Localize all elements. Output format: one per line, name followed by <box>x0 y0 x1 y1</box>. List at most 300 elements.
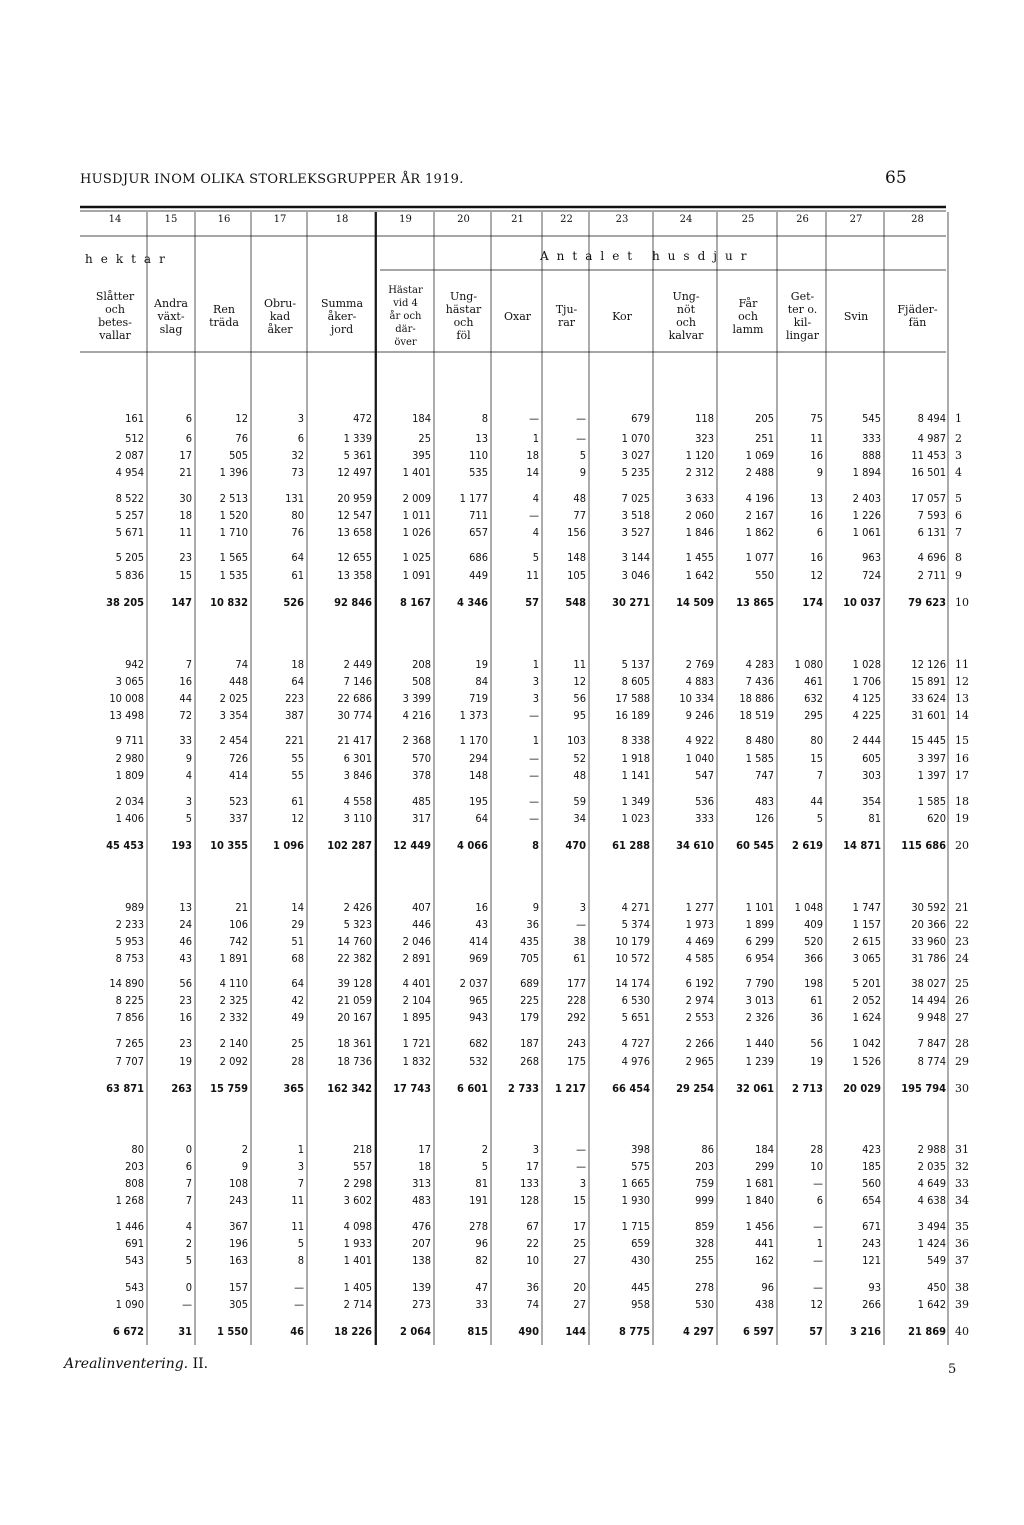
table-cell: 19 <box>810 1055 823 1068</box>
table-cell: 20 959 <box>337 492 372 505</box>
column-header-line: Summa <box>320 296 364 310</box>
table-row <box>0 899 1024 916</box>
table-cell: 523 <box>229 795 248 808</box>
table-cell: 7 790 <box>745 977 774 990</box>
table-cell: — <box>576 918 586 931</box>
table-cell: 1 642 <box>917 1298 946 1311</box>
table-cell: 103 <box>567 734 586 747</box>
table-cell: 1 101 <box>745 901 774 914</box>
table-cell: 6 601 <box>457 1082 488 1095</box>
table-cell: 575 <box>631 1160 650 1173</box>
table-cell: 20 <box>573 1281 586 1294</box>
table-cell: 1 090 <box>115 1298 144 1311</box>
column-header-line: fän <box>908 316 927 329</box>
table-row <box>0 464 1024 481</box>
table-cell: 742 <box>229 935 248 948</box>
table-cell: 6 954 <box>745 952 774 965</box>
table-cell: 4 216 <box>402 709 431 722</box>
table-cell: 16 <box>179 675 192 688</box>
table-cell: 508 <box>412 675 431 688</box>
table-cell: 1 061 <box>852 526 881 539</box>
table-cell: 4 098 <box>343 1220 372 1233</box>
table-cell: 3 <box>532 675 539 688</box>
table-cell: 536 <box>695 795 714 808</box>
table-cell: 191 <box>469 1194 488 1207</box>
table-cell: 36 <box>526 918 539 931</box>
table-cell: 1 023 <box>621 812 650 825</box>
table-cell: 3 397 <box>917 752 946 765</box>
table-cell: 1 025 <box>402 551 431 564</box>
table-cell: 438 <box>755 1298 774 1311</box>
table-cell: 659 <box>631 1237 650 1250</box>
table-cell: 73 <box>291 466 304 479</box>
table-cell: 66 454 <box>612 1082 650 1095</box>
table-cell: 273 <box>412 1298 431 1311</box>
table-cell: 108 <box>229 1177 248 1190</box>
table-cell: 42 <box>291 994 304 1007</box>
table-cell: 106 <box>229 918 248 931</box>
table-cell: 2 619 <box>792 839 823 852</box>
table-cell: 943 <box>469 1011 488 1024</box>
column-header-line: där- <box>395 323 416 335</box>
table-row <box>0 732 1024 749</box>
table-cell: 1 396 <box>219 466 248 479</box>
table-cell: 2 035 <box>917 1160 946 1173</box>
table-cell: 1 624 <box>852 1011 881 1024</box>
table-cell: 243 <box>229 1194 248 1207</box>
table-cell: — <box>529 795 539 808</box>
column-header-line: rar <box>557 316 576 329</box>
table-cell: 221 <box>285 734 304 747</box>
table-cell: 15 <box>573 1194 586 1207</box>
table-cell: 1 446 <box>115 1220 144 1233</box>
table-cell: — <box>813 1177 823 1190</box>
table-cell: 942 <box>125 658 144 671</box>
table-row <box>0 549 1024 566</box>
table-cell: 28 <box>291 1055 304 1068</box>
table-cell: 126 <box>755 812 774 825</box>
table-cell: 9 <box>816 466 823 479</box>
footer-title: Arealinventering. <box>64 1356 189 1372</box>
table-cell: 445 <box>631 1281 650 1294</box>
table-cell: 162 <box>755 1254 774 1267</box>
row-number: 17 <box>955 769 969 782</box>
table-cell: 12 126 <box>911 658 946 671</box>
table-row <box>0 1192 1024 1209</box>
table-cell: 1 846 <box>685 526 714 539</box>
table-cell: 1 585 <box>745 752 774 765</box>
table-cell: 1 715 <box>621 1220 650 1233</box>
table-cell: 5 323 <box>343 918 372 931</box>
table-cell: 815 <box>467 1325 488 1338</box>
column-header-line: lingar <box>786 329 819 342</box>
table-cell: 430 <box>631 1254 650 1267</box>
column-number: 20 <box>457 214 470 225</box>
table-cell: 1 <box>532 658 539 671</box>
table-cell: 6 192 <box>685 977 714 990</box>
row-number: 3 <box>955 449 962 462</box>
table-cell: 203 <box>125 1160 144 1173</box>
table-cell: 1 681 <box>745 1177 774 1190</box>
table-cell: 22 686 <box>337 692 372 705</box>
table-cell: 423 <box>862 1143 881 1156</box>
table-cell: 12 <box>291 812 304 825</box>
table-cell: 5 <box>297 1237 304 1250</box>
table-cell: 11 <box>179 526 192 539</box>
table-cell: 3 <box>579 1177 586 1190</box>
table-cell: 14 760 <box>337 935 372 948</box>
table-cell: 5 137 <box>621 658 650 671</box>
table-cell: 22 <box>526 1237 539 1250</box>
table-cell: 365 <box>283 1082 304 1095</box>
table-cell: 449 <box>469 569 488 582</box>
table-cell: 23 <box>179 551 192 564</box>
table-cell: 14 509 <box>676 596 714 609</box>
table-cell: 378 <box>412 769 431 782</box>
table-cell: 93 <box>868 1281 881 1294</box>
table-cell: 15 <box>810 752 823 765</box>
table-row <box>0 567 1024 584</box>
table-cell: 3 <box>297 412 304 425</box>
table-row <box>0 916 1024 933</box>
table-cell: 8 775 <box>619 1325 650 1338</box>
table-cell: 1 070 <box>621 432 650 445</box>
column-header-line: Tju- <box>555 303 578 316</box>
table-cell: 18 <box>418 1160 431 1173</box>
table-cell: 548 <box>565 596 586 609</box>
table-cell: 10 355 <box>210 839 248 852</box>
table-cell: 366 <box>804 952 823 965</box>
table-cell: 68 <box>291 952 304 965</box>
table-cell: 76 <box>235 432 248 445</box>
table-cell: 2 312 <box>685 466 714 479</box>
column-header <box>780 290 825 342</box>
table-cell: 3 518 <box>621 509 650 522</box>
table-cell: 55 <box>291 752 304 765</box>
table-cell: 605 <box>862 752 881 765</box>
table-cell: — <box>576 432 586 445</box>
table-cell: 1 706 <box>852 675 881 688</box>
table-cell: 6 597 <box>743 1325 774 1338</box>
table-cell: 530 <box>695 1298 714 1311</box>
column-number: 28 <box>911 214 924 225</box>
row-number: 19 <box>955 812 969 825</box>
table-cell: 23 <box>179 994 192 1007</box>
table-cell: 44 <box>810 795 823 808</box>
table-cell: 5 257 <box>115 509 144 522</box>
table-row <box>0 1296 1024 1313</box>
column-number: 27 <box>849 214 863 225</box>
table-cell: — <box>576 1143 586 1156</box>
table-cell: — <box>529 412 539 425</box>
table-cell: 3 046 <box>621 569 650 582</box>
table-cell: 9 711 <box>115 734 144 747</box>
table-cell: 3 065 <box>852 952 881 965</box>
table-cell: 5 <box>532 551 539 564</box>
column-number: 18 <box>335 214 349 225</box>
table-cell: 3 110 <box>343 812 372 825</box>
table-cell: 82 <box>475 1254 488 1267</box>
table-row <box>0 594 1024 611</box>
row-number: 11 <box>955 658 969 671</box>
table-row <box>0 507 1024 524</box>
table-cell: 2 092 <box>219 1055 248 1068</box>
table-cell: 545 <box>862 412 881 425</box>
table-cell: 1 550 <box>217 1325 248 1338</box>
table-cell: 1 565 <box>219 551 248 564</box>
table-cell: 10 832 <box>210 596 248 609</box>
table-cell: 2 233 <box>115 918 144 931</box>
table-cell: 16 <box>179 1011 192 1024</box>
table-cell: 86 <box>701 1143 714 1156</box>
table-cell: 6 301 <box>343 752 372 765</box>
table-cell: 4 346 <box>457 596 488 609</box>
table-cell: 278 <box>695 1281 714 1294</box>
table-cell: 999 <box>695 1194 714 1207</box>
column-header-line: åker- <box>327 309 357 323</box>
table-cell: 4 987 <box>917 432 946 445</box>
column-number: 17 <box>273 214 287 225</box>
table-cell: 4 066 <box>457 839 488 852</box>
table-cell: 4 976 <box>621 1055 650 1068</box>
table-cell: 30 774 <box>337 709 372 722</box>
table-cell: 4 110 <box>219 977 248 990</box>
table-cell: 2 034 <box>115 795 144 808</box>
column-header-line: Get- <box>790 290 815 303</box>
table-cell: 13 <box>475 432 488 445</box>
table-cell: 243 <box>567 1037 586 1050</box>
table-cell: 174 <box>802 596 823 609</box>
table-cell: 490 <box>518 1325 539 1338</box>
row-number: 7 <box>955 526 962 539</box>
table-row <box>0 1080 1024 1097</box>
table-cell: 138 <box>412 1254 431 1267</box>
table-cell: 102 287 <box>327 839 372 852</box>
row-number: 36 <box>955 1237 969 1250</box>
table-cell: 1 040 <box>685 752 714 765</box>
table-cell: 3 <box>297 1160 304 1173</box>
table-cell: 2 454 <box>219 734 248 747</box>
column-number: 24 <box>679 214 693 225</box>
table-cell: 3 399 <box>402 692 431 705</box>
column-header-line: Andra <box>154 296 188 310</box>
table-cell: 2 769 <box>685 658 714 671</box>
table-cell: 59 <box>573 795 586 808</box>
table-cell: 367 <box>229 1220 248 1233</box>
table-cell: 2 449 <box>343 658 372 671</box>
row-number: 32 <box>955 1160 969 1173</box>
table-cell: 476 <box>412 1220 431 1233</box>
table-cell: 1 048 <box>794 901 823 914</box>
table-cell: 96 <box>475 1237 488 1250</box>
table-cell: 9 <box>185 752 192 765</box>
footer-signature: 5 <box>948 1362 957 1377</box>
table-cell: 157 <box>229 1281 248 1294</box>
column-header-line: nöt <box>676 303 696 316</box>
table-cell: 32 061 <box>736 1082 774 1095</box>
row-number: 27 <box>955 1011 969 1024</box>
table-cell: 747 <box>755 769 774 782</box>
table-cell: 8 522 <box>115 492 144 505</box>
table-cell: 5 <box>185 812 192 825</box>
table-cell: 1 <box>816 1237 823 1250</box>
table-cell: 43 <box>475 918 488 931</box>
table-cell: 2 009 <box>402 492 431 505</box>
table-cell: 6 <box>297 432 304 445</box>
table-cell: — <box>576 1160 586 1173</box>
table-cell: 1 277 <box>685 901 714 914</box>
table-cell: 38 205 <box>106 596 144 609</box>
table-cell: 888 <box>862 449 881 462</box>
table-cell: 7 025 <box>621 492 650 505</box>
table-cell: 2 988 <box>917 1143 946 1156</box>
table-cell: 1 373 <box>459 709 488 722</box>
table-cell: 441 <box>755 1237 774 1250</box>
column-header-line: Hästar <box>388 284 423 296</box>
table-cell: 7 <box>297 1177 304 1190</box>
table-cell: 4 883 <box>685 675 714 688</box>
row-number: 9 <box>955 569 962 582</box>
table-cell: 1 665 <box>621 1177 650 1190</box>
table-cell: 15 759 <box>210 1082 248 1095</box>
table-cell: 1 440 <box>745 1037 774 1050</box>
table-cell: 3 013 <box>745 994 774 1007</box>
table-cell: 620 <box>927 812 946 825</box>
table-cell: 80 <box>131 1143 144 1156</box>
table-cell: 79 623 <box>908 596 946 609</box>
table-cell: 46 <box>179 935 192 948</box>
table-cell: 14 890 <box>109 977 144 990</box>
table-cell: 2 553 <box>685 1011 714 1024</box>
table-cell: 4 558 <box>343 795 372 808</box>
table-cell: 1 141 <box>621 769 650 782</box>
row-number: 8 <box>955 551 962 564</box>
table-cell: 184 <box>755 1143 774 1156</box>
table-cell: 13 498 <box>109 709 144 722</box>
table-cell: 3 065 <box>115 675 144 688</box>
table-cell: 4 922 <box>685 734 714 747</box>
table-cell: 5 <box>579 449 586 462</box>
table-cell: 5 953 <box>115 935 144 948</box>
column-header-line: vid 4 <box>393 297 418 309</box>
table-cell: — <box>294 1281 304 1294</box>
table-cell: 532 <box>469 1055 488 1068</box>
row-number: 10 <box>955 596 969 609</box>
page-title: HUSDJUR INOM OLIKA STORLEKSGRUPPER ÅR 1919. <box>80 172 464 187</box>
table-cell: 2 046 <box>402 935 431 948</box>
table-cell: 705 <box>520 952 539 965</box>
table-cell: 48 <box>573 769 586 782</box>
table-cell: 1 809 <box>115 769 144 782</box>
table-cell: — <box>813 1220 823 1233</box>
table-cell: 31 601 <box>911 709 946 722</box>
table-cell: 139 <box>412 1281 431 1294</box>
table-cell: 46 <box>290 1325 304 1338</box>
table-cell: 682 <box>469 1037 488 1050</box>
table-cell: 16 501 <box>911 466 946 479</box>
table-row <box>0 1009 1024 1026</box>
column-number: 19 <box>399 214 412 225</box>
table-cell: 483 <box>412 1194 431 1207</box>
table-cell: 10 008 <box>109 692 144 705</box>
table-cell: 323 <box>695 432 714 445</box>
column-header <box>545 303 588 329</box>
column-number: 22 <box>560 214 573 225</box>
table-cell: 2 064 <box>400 1325 431 1338</box>
table-cell: 549 <box>927 1254 946 1267</box>
table-cell: 3 144 <box>621 551 650 564</box>
table-cell: 483 <box>755 795 774 808</box>
table-cell: 148 <box>567 551 586 564</box>
table-cell: 1 455 <box>685 551 714 564</box>
table-cell: 654 <box>862 1194 881 1207</box>
table-cell: 6 <box>185 1160 192 1173</box>
table-cell: 2 104 <box>402 994 431 1007</box>
table-cell: 3 <box>532 692 539 705</box>
table-cell: 38 <box>573 935 586 948</box>
table-cell: 0 <box>185 1143 192 1156</box>
table-cell: 1 <box>532 734 539 747</box>
row-number: 24 <box>955 952 969 965</box>
table-cell: 57 <box>525 596 539 609</box>
table-cell: 1 401 <box>402 466 431 479</box>
table-cell: 255 <box>695 1254 714 1267</box>
table-cell: 81 <box>868 812 881 825</box>
table-row <box>0 810 1024 827</box>
table-cell: 557 <box>353 1160 372 1173</box>
table-cell: 7 707 <box>115 1055 144 1068</box>
table-cell: — <box>813 1281 823 1294</box>
table-cell: 17 <box>573 1220 586 1233</box>
column-header <box>310 297 374 336</box>
table-cell: 266 <box>862 1298 881 1311</box>
row-number: 25 <box>955 977 969 990</box>
table-cell: 1 891 <box>219 952 248 965</box>
table-cell: 161 <box>125 412 144 425</box>
table-cell: 859 <box>695 1220 714 1233</box>
row-number: 4 <box>955 466 962 479</box>
table-cell: 1 397 <box>917 769 946 782</box>
table-cell: 27 <box>573 1298 586 1311</box>
row-number: 15 <box>955 734 969 747</box>
table-cell: 7 <box>185 1177 192 1190</box>
table-cell: 4 469 <box>685 935 714 948</box>
table-cell: 3 <box>185 795 192 808</box>
table-row <box>0 1175 1024 1192</box>
table-cell: 6 131 <box>917 526 946 539</box>
table-row <box>0 1252 1024 1269</box>
table-cell: 92 846 <box>334 596 372 609</box>
table-row <box>0 690 1024 707</box>
table-cell: 2 980 <box>115 752 144 765</box>
table-cell: 759 <box>695 1177 714 1190</box>
table-cell: 1 721 <box>402 1037 431 1050</box>
table-cell: 13 865 <box>736 596 774 609</box>
column-header-line: jord <box>330 322 354 336</box>
column-number: 21 <box>511 214 524 225</box>
table-cell: 11 453 <box>911 449 946 462</box>
table-cell: 128 <box>520 1194 539 1207</box>
column-header-line: betes- <box>98 316 132 329</box>
table-cell: 1 096 <box>273 839 304 852</box>
table-cell: 963 <box>862 551 881 564</box>
table-cell: 17 <box>418 1143 431 1156</box>
column-number: 23 <box>615 214 629 225</box>
table-cell: 4 696 <box>917 551 946 564</box>
table-cell: 1 349 <box>621 795 650 808</box>
table-cell: 526 <box>283 596 304 609</box>
table-cell: 414 <box>469 935 488 948</box>
